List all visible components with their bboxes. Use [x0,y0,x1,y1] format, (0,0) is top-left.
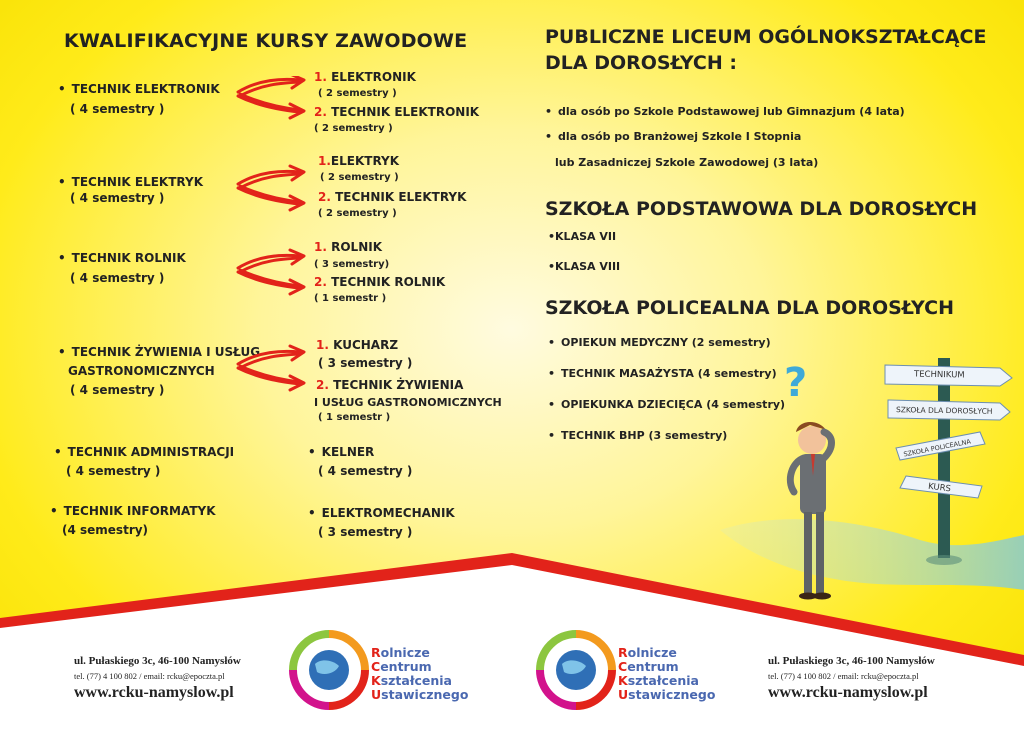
signpost-szkola-dla-doroslych: SZKOŁA DLA DOROSŁYCH [895,405,993,416]
footer-contact-left: tel. (77) 4 100 802 / email: rcku@epoczta.pl [74,671,225,681]
liceum-title-1: PUBLICZNE LICEUM OGÓLNOKSZTAŁCĄCE [545,26,987,48]
footer-address-left: ul. Pułaskiego 3c, 46-100 Namysłów [74,655,241,667]
part-zywienie-1: 1. KUCHARZ [316,338,399,352]
confused-man-illustration [700,340,1024,610]
course-rolnik: • TECHNIK ROLNIK [58,249,186,268]
double-arrow-icon [238,250,304,294]
double-arrow-icon [238,76,304,118]
course-elektronik-duration: ( 4 semestry ) [70,102,165,116]
footer-address-right: ul. Pułaskiego 3c, 46-100 Namysłów [768,655,935,667]
signpost-kurs: KURS [927,481,952,495]
liceum-item-1: • dla osób po Szkole Podstawowej lub Gimnazjum (4 lata) [545,105,905,118]
course-informatyk: • TECHNIK INFORMATYK [50,502,216,521]
part-elektryk-1: 1.ELEKTRYK [318,154,400,168]
extra-kelner-duration: ( 4 semestry ) [318,464,413,478]
part-zywienie-2-duration: ( 1 semestr ) [318,412,391,423]
left-title: KWALIFIKACYJNE KURSY ZAWODOWE [64,30,468,52]
liceum-item-3: lub Zasadniczej Szkole Zawodowej (3 lata) [555,156,819,169]
course-rolnik-duration: ( 4 semestry ) [70,271,165,285]
part-elektryk-1-duration: ( 2 semestry ) [320,172,399,183]
policealna-title: SZKOŁA POLICEALNA DLA DOROSŁYCH [545,297,954,319]
part-elektronik-1-duration: ( 2 semestry ) [318,88,397,99]
signpost-szkola-policealna: SZKOŁA POLICEALNA [902,437,972,459]
extra-kelner: • KELNER [308,443,374,462]
arrows-group [234,76,312,396]
policealna-item-1: • OPIEKUN MEDYCZNY (2 semestry) [548,336,771,349]
part-rolnik-2: 2. TECHNIK ROLNIK [314,275,446,289]
part-elektryk-2-duration: ( 2 semestry ) [318,208,397,219]
policealna-item-4: • TECHNIK BHP (3 semestry) [548,429,727,442]
course-zywienie-duration: ( 4 semestry ) [70,383,165,397]
course-zywienie: • TECHNIK ŻYWIENIA I USŁUG [58,343,260,362]
course-elektryk: • TECHNIK ELEKTRYK [58,173,203,192]
policealna-item-3: • OPIEKUNKA DZIECIĘCA (4 semestry) [548,398,785,411]
extra-elektromechanik: • ELEKTROMECHANIK [308,504,455,523]
rcku-logo-icon [289,630,369,710]
double-arrow-icon [238,166,304,210]
part-elektryk-2: 2. TECHNIK ELEKTRYK [318,190,467,204]
rcku-logo-text-right: Rolnicze Centrum Kształcenia Ustawicznego [618,645,716,702]
part-rolnik-1: 1. ROLNIK [314,240,383,254]
liceum-item-2: • dla osób po Branżowej Szkole I Stopnia [545,130,801,143]
part-zywienie-2-line2: I USŁUG GASTRONOMICZNYCH [314,396,502,409]
course-administracja: • TECHNIK ADMINISTRACJI [54,443,234,462]
part-rolnik-2-duration: ( 1 semestr ) [314,293,387,304]
course-elektronik: • TECHNIK ELEKTRONIK [58,80,220,99]
podstawowa-item-1: •KLASA VII [548,230,617,243]
podstawowa-title: SZKOŁA PODSTAWOWA DLA DOROSŁYCH [545,198,978,220]
course-elektryk-duration: ( 4 semestry ) [70,191,165,205]
part-rolnik-1-duration: ( 3 semestry) [314,259,390,270]
part-elektronik-1: 1. ELEKTRONIK [314,70,416,84]
course-informatyk-duration: (4 semestry) [62,523,149,537]
liceum-title-2: DLA DOROSŁYCH : [545,52,737,74]
part-elektronik-2-duration: ( 2 semestry ) [314,123,393,134]
question-mark-icon: ? [784,360,808,406]
part-zywienie-1-duration: ( 3 semestry ) [318,356,413,370]
podstawowa-item-2: •KLASA VIII [548,260,621,273]
footer-website-left[interactable]: www.rcku-namyslow.pl [74,684,234,701]
rcku-logo-text-left: Rolnicze Centrum Kształcenia Ustawicznego [371,645,469,702]
part-zywienie-2: 2. TECHNIK ŻYWIENIA [316,378,464,392]
course-administracja-duration: ( 4 semestry ) [66,464,161,478]
part-elektronik-2: 2. TECHNIK ELEKTRONIK [314,105,480,119]
footer-contact-right: tel. (77) 4 100 802 / email: rcku@epoczta.pl [768,671,919,681]
double-arrow-icon [238,346,304,390]
policealna-item-2: • TECHNIK MASAŻYSTA (4 semestry) [548,367,777,380]
extra-elektromechanik-duration: ( 3 semestry ) [318,525,413,539]
footer-website-right[interactable]: www.rcku-namyslow.pl [768,684,928,701]
course-zywienie-line2: GASTRONOMICZNYCH [68,364,215,378]
signpost-technikum: TECHNIKUM [913,369,965,381]
rcku-logo-icon [536,630,616,710]
